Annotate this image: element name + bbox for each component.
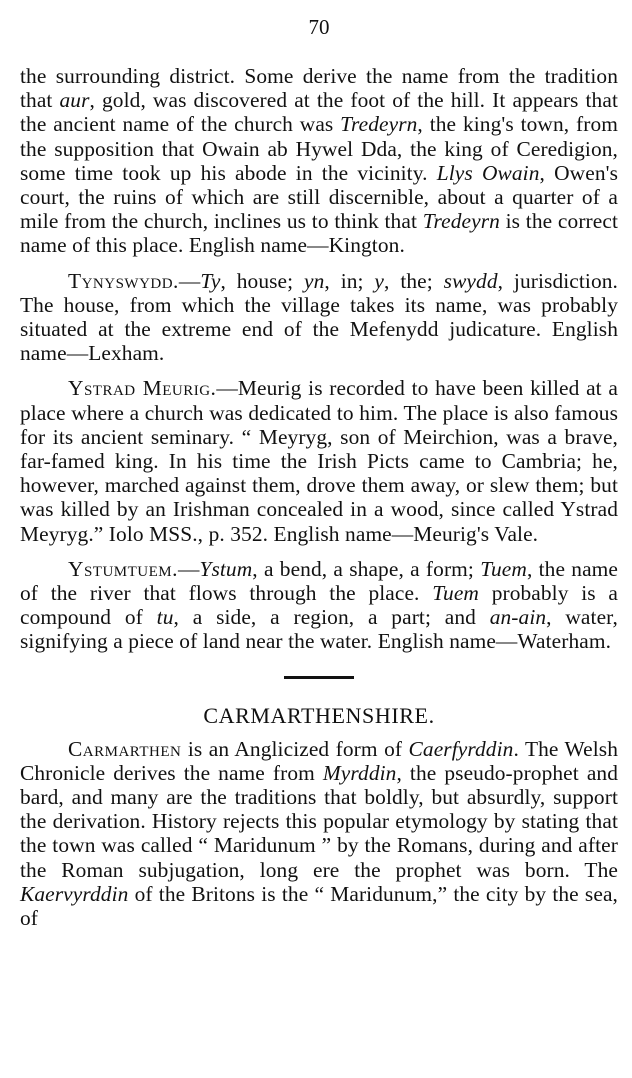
paragraph-continuation (20, 64, 618, 258)
entries-block (20, 64, 618, 654)
section-divider-rule (284, 676, 354, 679)
italic-term: yn (304, 268, 325, 293)
text-run: , in; (324, 268, 375, 293)
text-run: , the king's town, from the supposition that Owain ab Hywel Dda, the king of Ceredigion, some time took up his abode in the vicinity. (20, 112, 618, 185)
italic-term: an-ain (489, 605, 547, 630)
text-run: , the; (384, 268, 444, 293)
text-run: of the Britons is the “ Maridunum,” the city by the sea, of (20, 881, 618, 931)
text-run: is an Anglicized form of (181, 736, 409, 761)
text-run: , Owen's court, the ruins of which are still discernible, about a quarter of a mile from the church, inclines us to think that (20, 160, 619, 234)
text-run: , house; (220, 268, 305, 293)
italic-term: Myrddin (322, 760, 397, 785)
entry-headword: Ystrad Meurig. (68, 376, 217, 401)
page-number: 70 (308, 15, 330, 39)
text-run: , gold, was discovered at the foot of the hill. It appears that the ancient name of the church was (20, 88, 618, 137)
entry-carmarthen (20, 737, 618, 931)
text-run: , a side, a region, a part; and (173, 605, 490, 630)
italic-term: Ystum (199, 556, 253, 581)
italic-term: Ty (200, 268, 221, 293)
text-run: , a bend, a shape, a form; (252, 556, 481, 581)
entry-headword: Tynyswydd. (68, 268, 179, 293)
italic-term: y (374, 268, 385, 293)
entry-tynyswydd (20, 269, 618, 366)
entry-ystumtuem (20, 557, 618, 654)
section-heading: CARMARTHENSHIRE. (203, 702, 435, 728)
italic-term: Kaervyrddin (20, 881, 129, 906)
italic-term: tu (156, 605, 174, 630)
italic-term: Llys Owain (436, 160, 540, 185)
entry-ystrad-meurig (20, 376, 618, 545)
text-run: is the correct name of this place. English name—Kington. (20, 209, 618, 258)
italic-term: swydd (443, 268, 498, 293)
text-run: , jurisdiction. The house, from which the village takes its name, was probably situated at the extreme end of the Mefenydd judicature. English name—Lexham. (20, 268, 618, 366)
text-run: , the name of the river that flows through the place. (20, 556, 619, 606)
text-run: the surrounding district. Some derive the name from the tradition that (20, 64, 618, 113)
italic-term: Caerfyrddin (408, 736, 514, 761)
text-run: . The Welsh Chronicle derives the name from (20, 736, 618, 785)
text-run: , water, signifying a piece of land near the water. English name—Waterham. (20, 605, 618, 654)
text-run: , the pseudo-prophet and bard, and many are the traditions that boldly, but absurdly, support the derivation. History rejects this popular etymology by stating that the town was called “ Maridunum ” by the Romans, during and after the Roman subjugation, long ere the prophet was born. The (20, 760, 619, 882)
italic-term: aur (59, 88, 90, 113)
text-run: — (178, 268, 201, 293)
entry-headword: Carmarthen (68, 736, 182, 761)
italic-term: Tredeyrn (422, 209, 500, 234)
italic-term: Tredeyrn (340, 112, 418, 137)
text-run: — (177, 556, 200, 581)
text-run: —Meurig is recorded to have been killed at a place where a church was dedicated to him. The place is also famous for its ancient seminary. “ Meyryg, son of Meirchion, was a brave, far-famed king. In his time the Irish Picts came to Cambria; he, however, marched against them, drove them away, or slew them; but was killed by an Irishman concealed in a wood, since called Ystrad Meyryg.” Iolo MSS., p. 352. English name—Meurig's Vale. (20, 376, 618, 546)
italic-term: Tuem (432, 581, 479, 606)
text-run: probably is a compound of (20, 581, 618, 630)
entry-headword: Ystumtuem. (68, 556, 178, 581)
italic-term: Tuem (480, 556, 527, 581)
